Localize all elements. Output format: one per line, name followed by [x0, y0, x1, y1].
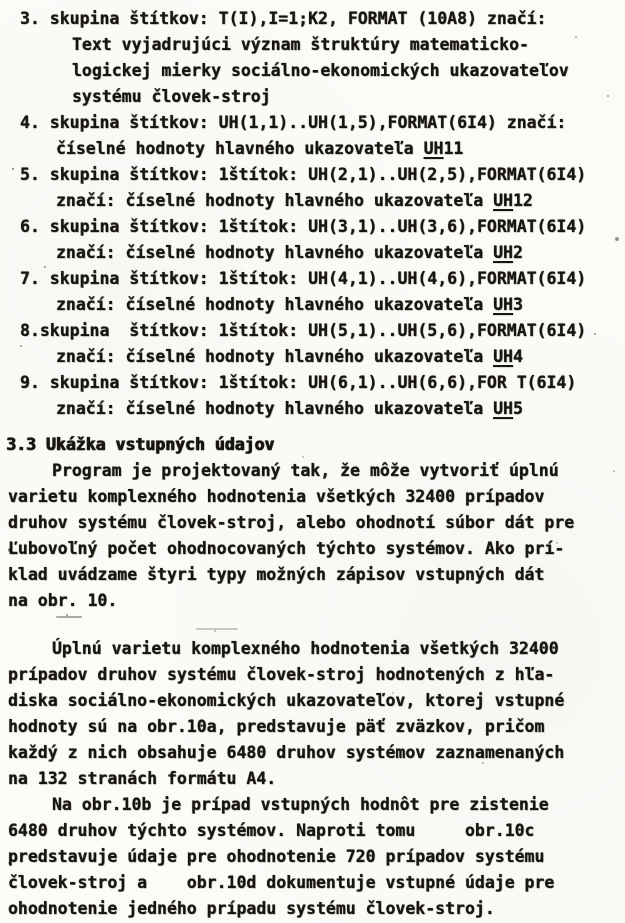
- text-line: [56, 188, 625, 214]
- text-segment: hodnoty sú na obr.10a, predstavuje päť zväzkov, pričom: [8, 717, 545, 736]
- text-line: [20, 370, 625, 396]
- text-line: [56, 344, 625, 370]
- text-segment: Ľubovoľný počet ohodnocovaných týchto systémov. Ako prí-: [8, 539, 565, 558]
- text-segment: 2: [512, 243, 523, 262]
- text-line: [8, 818, 625, 844]
- text-segment: na obr. 10.: [8, 591, 118, 610]
- text-line: [52, 636, 625, 662]
- text-line: [56, 136, 625, 162]
- text-line: [8, 714, 625, 740]
- text-segment: číselné hodnoty hlavného ukazovateľa: [56, 139, 424, 158]
- text-segment: každý z nich obsahuje 6480 druhov systémov zaznamenaných: [8, 743, 565, 762]
- text-segment: značí: číselné hodnoty hlavného ukazovateľa: [56, 295, 494, 314]
- text-segment: Program je projektovaný tak, že môže vytvoriť úplnú: [52, 461, 559, 480]
- text-line: [8, 896, 625, 922]
- text-segment: logickej mierky sociálno-ekonomických ukazovateľov: [72, 61, 569, 80]
- text-segment: diska sociálno-ekonomických ukazovateľov, ktorej vstupné: [8, 691, 565, 710]
- text-segment: varietu komplexného hodnotenia všetkých 32400 prípadov: [8, 487, 545, 506]
- text-segment: predstavuje údaje pre ohodnotenie 720 prípadov systému: [8, 847, 545, 866]
- text-segment: Text vyjadrujúci význam štruktúry matematicko-: [72, 35, 529, 54]
- section-heading: [6, 432, 625, 458]
- text-line: [8, 562, 625, 588]
- text-line: [8, 740, 625, 766]
- text-line: [72, 32, 625, 58]
- text-segment: na 132 stranách formátu A4.: [8, 769, 277, 788]
- text-segment: 5. skupina štítkov: 1štítok: UH(2,1)..UH(2,5),FORMAT(6I4): [20, 165, 587, 184]
- text-segment: 3. skupina štítkov: T(I),I=1;K2, FORMAT (10A8) značí:: [20, 9, 547, 28]
- text-segment: Úplnú varietu komplexného hodnotenia všetkých 32400: [52, 639, 559, 658]
- text-line: [20, 110, 625, 136]
- text-segment: 4. skupina štítkov: UH(1,1)..UH(1,5),FORMAT(6I4) značí:: [20, 113, 567, 132]
- text-line: [56, 396, 625, 422]
- text-segment: značí: číselné hodnoty hlavného ukazovateľa: [56, 191, 494, 210]
- text-segment: 3: [512, 295, 523, 314]
- text-line: [8, 484, 625, 510]
- text-line: [56, 240, 625, 266]
- text-line: [8, 766, 625, 792]
- underlined-term: UH: [493, 243, 513, 262]
- text-line: [8, 510, 625, 536]
- text-line: [20, 162, 625, 188]
- text-line: [8, 588, 625, 614]
- text-segment: značí: číselné hodnoty hlavného ukazovateľa: [56, 243, 494, 262]
- text-line: [8, 536, 625, 562]
- text-segment: 3.3 Ukážka vstupných údajov: [6, 435, 275, 454]
- text-line: [52, 458, 625, 484]
- text-line: [20, 318, 625, 344]
- text-segment: 8.skupina štítkov: 1štítok: UH(5,1)..UH(5,6),FORMAT(6I4): [20, 321, 587, 340]
- text-line: [8, 870, 625, 896]
- text-segment: 5: [512, 399, 523, 418]
- text-line: [20, 266, 625, 292]
- text-line: [56, 292, 625, 318]
- text-segment: značí: číselné hodnoty hlavného ukazovateľa: [56, 347, 494, 366]
- text-segment: 9. skupina štítkov: 1štítok: UH(6,1)..UH(6,6),FOR T(6I4): [20, 373, 577, 392]
- text-line: [20, 6, 625, 32]
- text-segment: značí: číselné hodnoty hlavného ukazovateľa: [56, 399, 494, 418]
- text-segment: 7. skupina štítkov: 1štítok: UH(4,1)..UH(4,6),FORMAT(6I4): [20, 269, 587, 288]
- text-line: [8, 844, 625, 870]
- text-line: [8, 688, 625, 714]
- text-segment: 6. skupina štítkov: 1štítok: UH(3,1)..UH(3,6),FORMAT(6I4): [20, 217, 587, 236]
- text-segment: systému človek-stroj: [72, 87, 271, 106]
- underlined-term: UH: [423, 139, 444, 158]
- text-segment: prípadov druhov systému človek-stroj hodnotených z hľa-: [8, 665, 555, 684]
- text-line: [72, 58, 625, 84]
- text-segment: 6480 druhov týchto systémov. Naproti tomu obr.10c: [8, 821, 535, 840]
- text-segment: ohodnotenie jedného prípadu systému človek-stroj.: [8, 899, 495, 918]
- text-segment: klad uvádzame štyri typy možných zápisov vstupných dát: [8, 565, 545, 584]
- text-segment: Na obr.10b je prípad vstupných hodnôt pre zistenie: [52, 795, 549, 814]
- text-segment: druhov systému človek-stroj, alebo ohodnotí súbor dát pre: [8, 513, 575, 532]
- text-segment: 4: [512, 347, 523, 366]
- text-line: [72, 84, 625, 110]
- text-segment: 12: [512, 191, 533, 210]
- underlined-term: UH: [493, 295, 513, 314]
- text-segment: 11: [443, 139, 464, 158]
- underlined-term: UH: [493, 399, 513, 418]
- underlined-term: UH: [493, 191, 513, 210]
- text-segment: človek-stroj a obr.10d dokumentuje vstupné údaje pre: [8, 873, 555, 892]
- text-line: [20, 214, 625, 240]
- text-line: [52, 792, 625, 818]
- text-line: [8, 662, 625, 688]
- underlined-term: UH: [493, 347, 513, 366]
